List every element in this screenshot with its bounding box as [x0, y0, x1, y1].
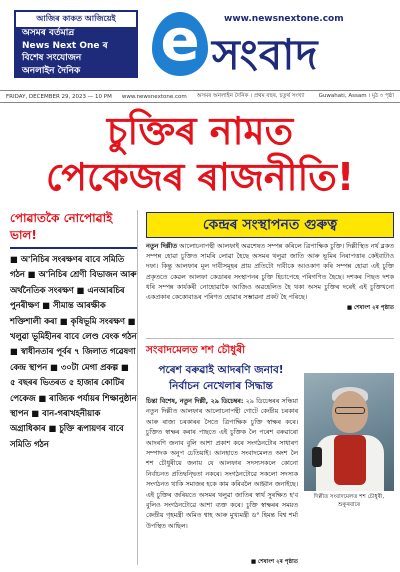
promo-line: বিশেষ সংযোজন [22, 53, 82, 63]
photo-caption: দিল্লীত সংবাদমেলত শশ চৌধুৰী, শুকুৰবাৰে [313, 494, 385, 508]
paper-name: সংবাদ [212, 30, 319, 79]
photo-figure-glasses [335, 407, 365, 414]
promo-line: অসমৰ বৰ্তমান্ৰ [22, 28, 75, 38]
left-column-body: ■ অ'নিচিৰ সংৰক্ষণৰ বাবে সমিতি গঠন ■ অ'নিচিৰ শ্ৰেণী বিভাজন আৰু অৰ্থনৈতিক সংৰক্ষণ ■ এনআৰচিৰ পুনৰীক্ষণ ■ সীমান্ত আৰক্ষীক শক্তিশালী কৰা ■ কৃষিভূমি সংৰক্ষণ ■ খলুৱা ভূমিহীনৰ বাবে লেণ্ড বেংক গঠন ■ স্বাধীনতাৰ পূৰ্বৰ ৭ জিলাত গৱেষণা কেন্দ্ৰ স্থাপন ■ ৩০টা মেগা প্ৰকল্প ■ ৫ বছৰৰ ভিতৰত ৫ হাজাৰ কোটিৰ পেকেজ ■ ৰাজ্যিক পৰ্যায়ৰ শিক্ষানুষ্ঠান স্থাপন ■ বান-গৰাখহনীয়াক অগ্ৰাধিকাৰ ■ চুক্তি ৰূপায়ণৰ বাবে সমিতি গঠন [10, 254, 137, 449]
news-photo [304, 373, 394, 491]
story-2-text: ২৯ ডিচেম্বৰৰ সন্ধিয়া নতুন দিল্লীত আলফাৰ আলোচনাপন্থী গোটে কেন্দ্ৰীয় চৰকাৰ আৰু ৰাজ্য চৰকাৰৰ সৈতে ত্ৰিপাক্ষিক চুক্তি স্বাক্ষৰ কৰে। চুক্তিত স্বাক্ষৰ কৰাৰ পাছতে এই চুক্তিক লৈ পৰেশ বৰুৱাৰো আদৰণি জনাব বুলি আশা প্ৰকাশ কৰে সংগঠনটোৰ সাধাৰণ সম্পাদক অনুপ চেতিয়াই। আনহাতে সংবাদমেলত অংশ লৈ শশ চৌধুৰীয়ে জনায় যে আলফাৰ সদস্যসকলে কোনো নিৰ্বাচনত প্ৰতিদ্বন্দ্বিতা নকৰে। সংগঠনটোৱে সকলো সদস্যক সংগঠনত থাকি সমাজৰ হকে কাম কৰিবলৈ আহ্বান জনাইছে। এই চুক্তিৰ জৰিয়তে অসমৰ থলুৱা জাতিৰ স্বাৰ্থ সুৰক্ষিত হ'ব বুলিও সংগঠনটোৱে আশা ব্যক্ত কৰে। চুক্তি স্বাক্ষৰৰ সময়ত কেন্দ্ৰীয় গৃহমন্ত্ৰী অমিত শ্বাহ আৰু মুখ্যমন্ত্ৰী ড° হিমন্ত বিশ্ব শৰ্মা উপস্থিত আছিল। [146, 398, 298, 530]
story-2-lead: চিন্তা বিশেষ, নতুন দিল্লী, ২৯ ডিচেম্বৰ: [146, 398, 244, 405]
story-2-continued[interactable]: ■ শেষাংশ ২ৰ পৃষ্ঠাত [250, 559, 298, 565]
story-1-continued[interactable]: ■ শেষাংশ ২ৰ পৃষ্ঠাত [346, 305, 394, 312]
headline-line-1: চুক্তিৰ নামত [106, 109, 294, 153]
microphone-icon [312, 447, 322, 467]
dateline-date: FRIDAY, DECEMBER 29, 2023 — 10 PM [6, 93, 112, 100]
dateline-place: Guwahati, Assam । মুঠ ৩ পৃষ্ঠা [318, 92, 394, 99]
story-2-heading: পৰেশ বৰুৱাই আদৰণি জনাব! নিৰ্বাচন নেখেলাৰ সিদ্ধান্ত [158, 364, 284, 392]
logo-letter: e [160, 6, 200, 74]
photo-figure-scarf [334, 435, 366, 485]
story-2 [146, 338, 394, 532]
dateline-site[interactable]: www.newsnextone.com [121, 93, 187, 100]
dateline-tagline: অসমৰ অনলাইন দৈনিক । প্ৰথম বছৰ, চতুৰ্থ সংখ্যা [196, 92, 305, 99]
promo-line: অনলাইন দৈনিক [22, 65, 81, 76]
dateline [0, 90, 400, 103]
main-headline [0, 108, 400, 200]
story-2-byline [146, 343, 394, 360]
story-1-title: কেন্দ্ৰৰ সংস্থাপনত গুৰুত্ব [146, 212, 394, 238]
left-column-title: পোৱাতকৈ নোপোৱাই ভাল! [10, 210, 137, 249]
website-url[interactable]: www.newsnextone.com [224, 14, 344, 24]
promo-box [14, 10, 138, 78]
promo-line: News Next One ৰ [22, 40, 108, 51]
story-2-body [146, 397, 298, 532]
story-1-body [146, 241, 394, 302]
promo-heading: আজিৰ কাকত আজিয়েই [16, 12, 136, 27]
headline-line-2: পেকেজৰ ৰাজনীতি! [45, 155, 355, 199]
story-1 [146, 212, 394, 313]
left-column [10, 210, 138, 565]
logo-e-icon [150, 6, 210, 76]
masthead [0, 0, 400, 88]
story-1-text: আলোচনাপন্থী আলফাই অৱশেষত সম্পন্ন কৰিলে ত্ৰিপাক্ষিক চুক্তি। দিল্লীস্থিত নৰ্থ ব্লকত সম্পন্ন হোৱা চুক্তিত সামৰি লোৱা হৈছে অসমৰ থলুৱা জাতি আৰু ভূমিৰ নিৰাপত্তাৰ কেইবাটাও দফা। কিন্তু আলফাৰ মূল দাবীসমূহৰ প্ৰায় প্ৰতিটো দাবীকে আওকাণ কৰি সম্পন্ন হোৱা এই চুক্তি প্ৰকৃততে কেৱল আলফা কেডাৰৰ সংস্থাপনৰ চুক্তি হিচাপেহে পৰিগণিত হৈছে। দশকৰ পিছত দশক ধৰি সম্পন্ন কাৰ্যকৰী নোহোৱাকৈ আজিও অৱহেলিত হৈ থকা অসম চুক্তিৰ দৰেই এই চুক্তিখনো একপ্ৰকাৰ কেকোবাঙৰ পৰিণত হোৱাৰ সম্ভাৱনা প্ৰকট হৈ পৰিছে। [146, 242, 394, 302]
story-2-byline-label: সংবাদমেলত শশ চৌধুৰী [146, 344, 246, 356]
story-1-lead: নতুন দিল্লীত [146, 242, 178, 250]
